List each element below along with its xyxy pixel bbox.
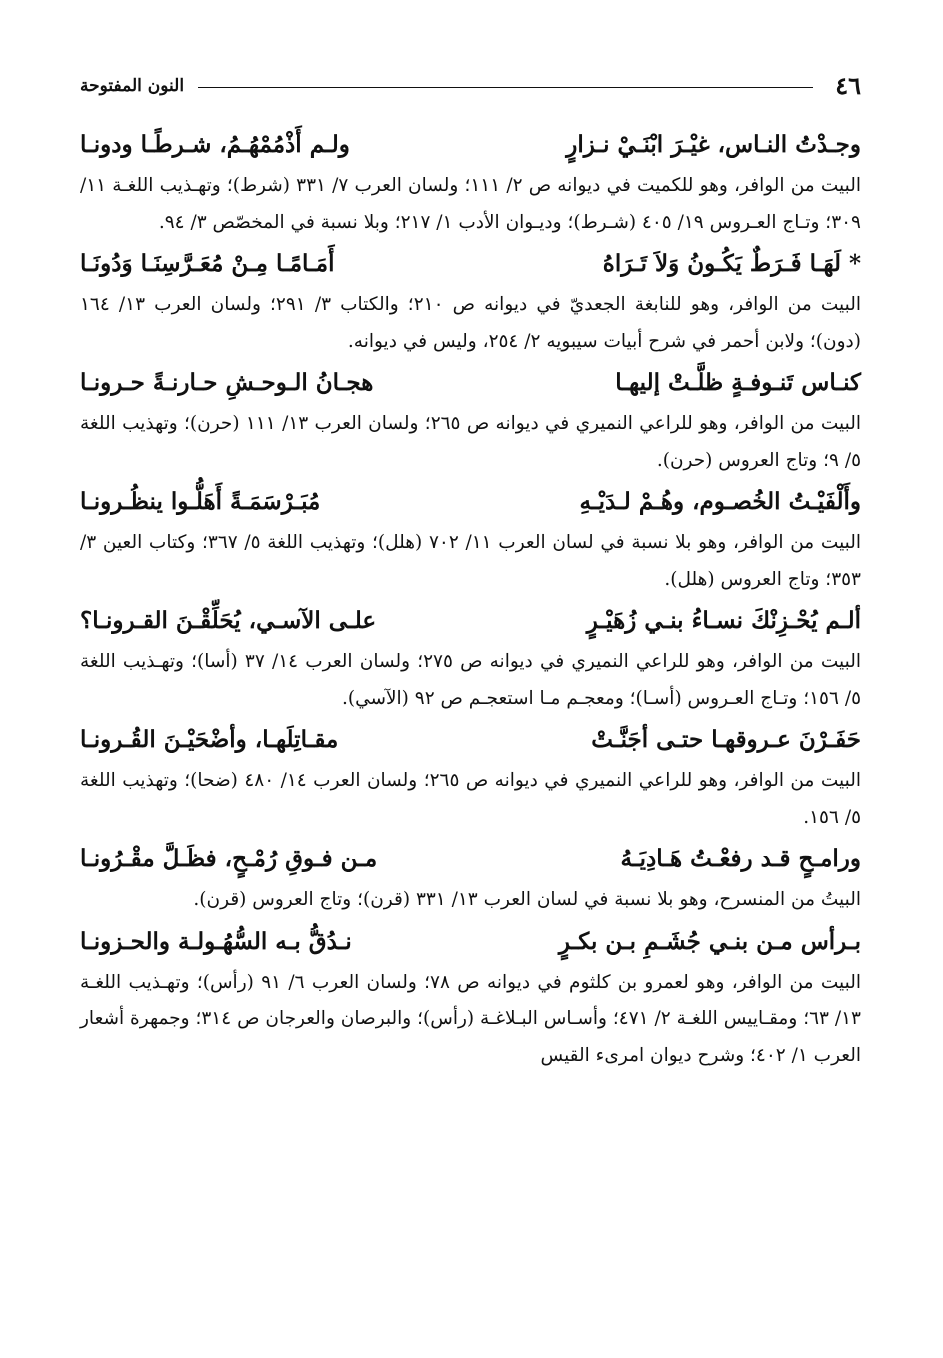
verse-second-hemistich: ولـم أَذْمُمْهُـمُ، شـرطًـا ودونـا <box>80 131 350 158</box>
verse-entry <box>80 836 861 919</box>
verse-line <box>80 598 861 644</box>
verse-note: البيت من الوافر، وهو للراعي النميري في ديوانه ص ٢٦٥؛ ولسان العرب ١٤/ ٤٨٠ (ضحا)؛ وتهذيب اللغة ٥/ ١٥٦. <box>80 770 861 828</box>
verse-line <box>80 717 861 763</box>
verse-first-hemistich: كنـاس تَنـوفـةٍ ظلَّـتْ إليهـا <box>615 369 861 396</box>
verse-second-hemistich: علـى الآسـي، يُحَلِّقْـنَ القـرونـا؟ <box>80 607 377 634</box>
verse-second-hemistich: هجـانُ الـوحـشِ حـارنـةً حـرونـا <box>80 369 374 396</box>
verse-note: البيت من الوافر، وهو بلا نسبة في لسان العرب ١١/ ٧٠٢ (هلل)؛ وتهذيب اللغة ٥/ ٣٦٧؛ وكتاب العين ٣/ ٣٥٣؛ وتاج العروس (هلل). <box>80 532 862 590</box>
verse-note: البيت من الوافر، وهو للكميت في ديوانه ص ٢/ ١١١؛ ولسان العرب ٧/ ٣٣١ (شرط)؛ وتهـذيب اللغـة ١١/ ٣٠٩؛ وتـاج العـروس ١٩/ ٤٠٥ (شـرط)؛ وديـوان الأدب ١/ ٢١٧؛ وبلا نسبة في المخصّص ٣/ ٩٤. <box>80 175 861 233</box>
verse-line <box>80 122 861 168</box>
verse-entry <box>80 122 861 241</box>
verse-note: البيت من الوافر، وهو للراعي النميري في ديوانه ص ٢٧٥؛ ولسان العرب ١٤/ ٣٧ (أسا)؛ وتهـذيب اللغة ٥/ ١٥٦؛ وتـاج العـروس (أسـا)؛ ومعجـم مـا استعجـم ص ٩٢ (الآسي). <box>80 651 861 709</box>
verse-line <box>80 360 861 406</box>
verse-first-hemistich: وأَلْفَيْـتُ الخُصـوم، وهُـمْ لـدَيْـهِ <box>579 488 861 515</box>
verse-entry <box>80 717 861 836</box>
verse-second-hemistich: أَمَـامًـا مِـنْ مُعَـرَّسِنَـا وَدُونَـا <box>80 250 335 277</box>
verse-first-hemistich: ألـم يُحْـزِنْكَ نسـاءُ بنـي زُهَيْـرٍ <box>586 607 861 634</box>
verse-second-hemistich: نـدُقُّ بـه السُّهُـولـة والحـزونـا <box>80 927 352 955</box>
verse-second-hemistich: مقـاتِلَهـا، وأضْحَيْـنَ القُـرونـا <box>80 726 339 753</box>
header-rule <box>198 87 813 88</box>
verse-note: البيتُ من المنسرح، وهو بلا نسبة في لسان العرب ١٣/ ٣٣١ (قرن)؛ وتاج العروس (قرن). <box>193 889 861 910</box>
verse-line <box>80 919 861 965</box>
verse-note: البيت من الوافر، وهو لعمرو بن كلثوم في ديوانه ص ٧٨؛ ولسان العرب ٦/ ٩١ (رأس)؛ وتهـذيب اللغـة ١٣/ ٦٣؛ ومقـاييس اللغـة ٢/ ٤٧١؛ وأسـاس البـلاغـة (رأس)؛ والبرصان والعرجان ص ٣١٤؛ وجمهرة أشعار العرب ١/ ٤٠٢؛ وشرح ديوان امرىء القيس <box>80 971 861 1066</box>
verse-note: البيت من الوافر، وهو للراعي النميري في ديوانه ص ٢٦٥؛ ولسان العرب ١٣/ ١١١ (حرن)؛ وتهذيب اللغة ٥/ ٩؛ وتاج العروس (حرن). <box>80 413 861 471</box>
page-content <box>80 122 861 1074</box>
verse-entry <box>80 479 861 598</box>
verse-second-hemistich: مـن فـوقِ رُمْـحٍ، فظَـلَّ مقْـرُونـا <box>80 845 378 872</box>
page-number: ٤٦ <box>835 71 861 100</box>
verse-entry <box>80 360 861 479</box>
verse-first-hemistich: * لَهَـا فَـرَطٌ يَكُـونُ وَلاَ تَـرَاهُ <box>602 250 861 277</box>
verse-entry <box>80 919 861 1075</box>
verse-entry <box>80 241 861 360</box>
page-header <box>80 66 861 106</box>
verse-entry <box>80 598 861 717</box>
verse-line <box>80 836 861 882</box>
verse-note: البيت من الوافر، وهو للنابغة الجعديّ في ديوانه ص ٢١٠؛ والكتاب ٣/ ٢٩١؛ ولسان العرب ١٣/ ١٦٤ (دون)؛ ولابن أحمر في شرح أبيات سيبويه ٢/ ٢٥٤، وليس في ديوانه. <box>80 294 861 352</box>
verse-first-hemistich: وجـدْتُ النـاس، غيْـرَ ابْنَـيْ نـزارٍ <box>566 131 861 158</box>
running-title: النون المفتوحة <box>80 76 185 96</box>
verse-line <box>80 479 861 525</box>
verse-first-hemistich: بـرأس مـن بنـي جُشَـمِ بـن بكـرٍ <box>558 927 861 955</box>
verse-first-hemistich: ورامـحٍ قـد رفعْـتُ هَـادِيَـهُ <box>620 845 861 872</box>
verse-first-hemistich: حَفَـرْنَ عـروقهـا حتـى أجَنَّـتْ <box>591 726 861 753</box>
verse-line <box>80 241 861 287</box>
verse-second-hemistich: مُبَـرْسَمَـةً أَهَلُّـوا ينظُـرونـا <box>80 488 321 515</box>
